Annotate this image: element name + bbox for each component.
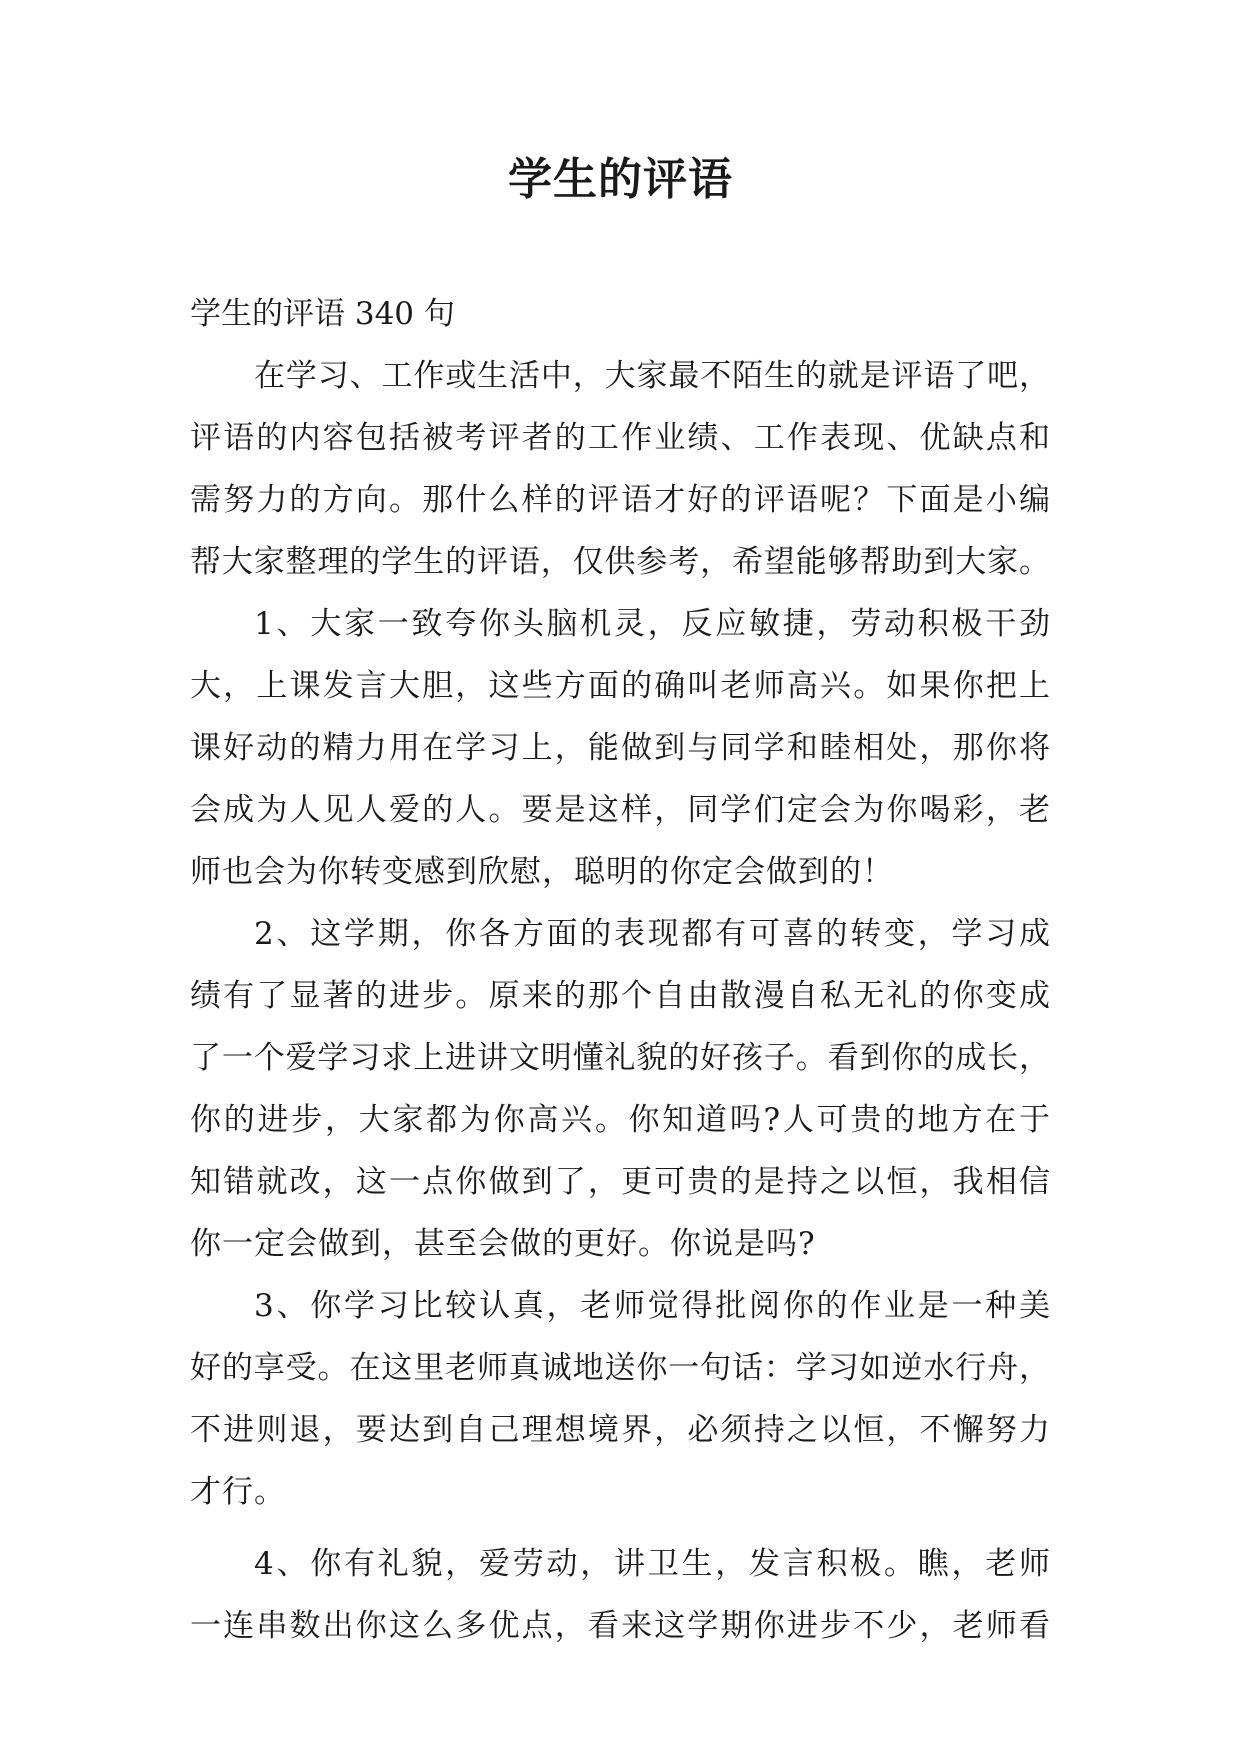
paragraph-line: 评语的内容包括被考评者的工作业绩、工作表现、优缺点和 [190, 420, 1050, 456]
paragraph-line: 知错就改，这一点你做到了，更可贵的是持之以恒，我相信 [190, 1164, 1050, 1200]
paragraph-line: 不进则退，要达到自己理想境界，必须持之以恒，不懈努力 [190, 1412, 1050, 1448]
paragraph-line: 一连串数出你这么多优点，看来这学期你进步不少，老师看 [190, 1608, 1050, 1644]
paragraph-line: 你一定会做到，甚至会做的更好。你说是吗? [190, 1226, 816, 1262]
document-title: 学生的评语 [508, 154, 733, 205]
paragraph-line: 你的进步，大家都为你高兴。你知道吗?人可贵的地方在于 [190, 1102, 1050, 1138]
paragraph-line: 大，上课发言大胆，这些方面的确叫老师高兴。如果你把上 [190, 668, 1050, 704]
paragraph-line: 1、大家一致夸你头脑机灵，反应敏捷，劳动积极干劲 [254, 606, 1050, 642]
document-subtitle: 学生的评语 340 句 [190, 296, 455, 332]
paragraph-line: 在学习、工作或生活中，大家最不陌生的就是评语了吧， [254, 358, 1050, 394]
paragraph-line: 课好动的精力用在学习上，能做到与同学和睦相处，那你将 [190, 730, 1050, 766]
paragraph-line: 帮大家整理的学生的评语，仅供参考，希望能够帮助到大家。 [190, 544, 1050, 580]
paragraph-gap [190, 1523, 1050, 1533]
paragraph-line: 绩有了显著的进步。原来的那个自由散漫自私无礼的你变成 [190, 978, 1050, 1014]
paragraph-line: 4、你有礼貌，爱劳动，讲卫生，发言积极。瞧，老师 [254, 1546, 1050, 1582]
paragraph-line: 会成为人见人爱的人。要是这样，同学们定会为你喝彩，老 [190, 792, 1050, 828]
paragraph-line: 了一个爱学习求上进讲文明懂礼貌的好孩子。看到你的成长， [190, 1040, 1050, 1076]
paragraph-line: 3、你学习比较认真，老师觉得批阅你的作业是一种美 [254, 1288, 1050, 1324]
paragraph-line: 2、这学期，你各方面的表现都有可喜的转变，学习成 [254, 916, 1050, 952]
paragraph-line: 好的享受。在这里老师真诚地送你一句话：学习如逆水行舟， [190, 1350, 1050, 1386]
paragraph-line: 师也会为你转变感到欣慰，聪明的你定会做到的！ [190, 854, 894, 890]
document-body [190, 283, 1050, 1657]
paragraph-line: 才行。 [190, 1474, 286, 1510]
paragraph-line: 需努力的方向。那什么样的评语才好的评语呢？下面是小编 [190, 482, 1050, 518]
